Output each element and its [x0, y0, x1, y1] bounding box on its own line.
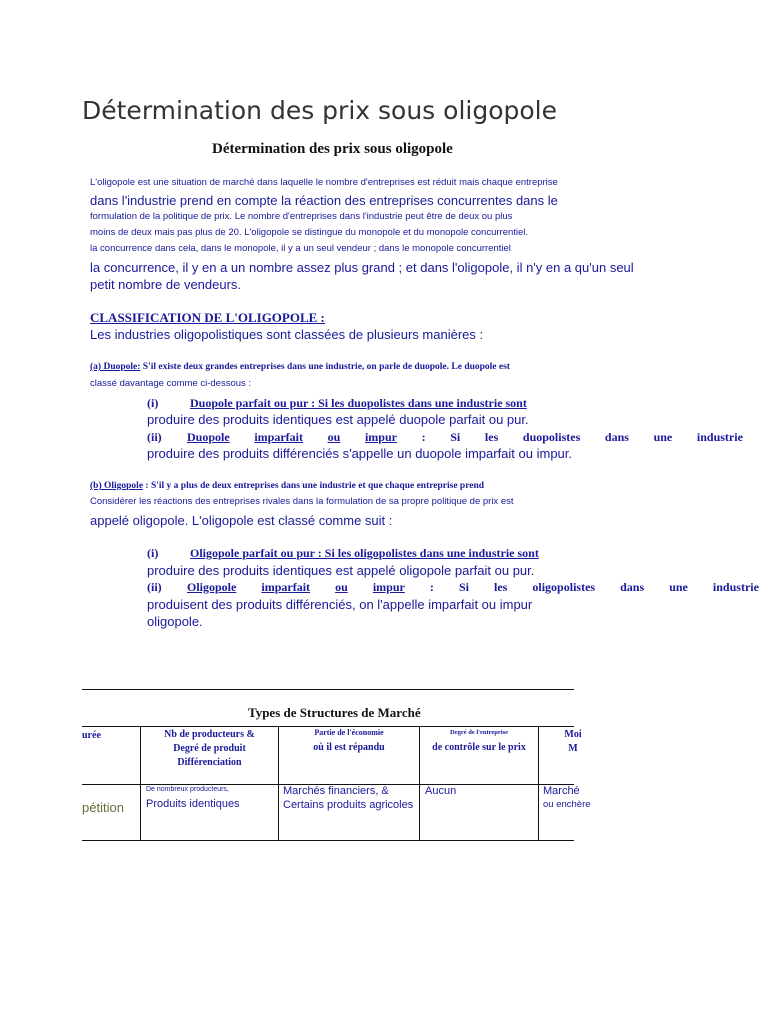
- word: :: [429, 580, 434, 594]
- table-title: Types de Structures de Marché: [248, 705, 421, 720]
- word: les: [484, 430, 499, 444]
- table-cell-col4-line1: Marché: [543, 785, 580, 797]
- duopole-i-continuation: produire des produits identiques est appelé duopole parfait ou pur.: [147, 412, 529, 427]
- word: impur: [364, 430, 397, 444]
- table-header-col1-line2: Degré de produit: [173, 743, 246, 754]
- oligopole-ii-continuation-1: produisent des produits différenciés, on l'appelle imparfait ou impur: [147, 597, 533, 612]
- oligopole-continuation-1: Considérer les réactions des entreprises rivales dans la formulation de sa propre politique de prix est: [90, 496, 514, 507]
- table-cell-col0: pétition: [82, 800, 124, 815]
- word: Duopole: [187, 430, 230, 444]
- oligopole-definition: [90, 480, 484, 491]
- duopole-ii-number: (ii): [147, 430, 162, 444]
- oligopole-continuation-2: appelé oligopole. L'oligopole est classé comme suit :: [90, 513, 393, 528]
- table-header-col3-line2: de contrôle sur le prix: [432, 742, 526, 753]
- table-cell-col1-line1: De nombreux producteurs,: [146, 786, 229, 793]
- oligopole-ii-continuation-2: oligopole.: [147, 614, 203, 629]
- word: oligopolistes: [532, 580, 596, 594]
- table-header-rule: [82, 726, 574, 727]
- table-header-col0: urée: [82, 730, 101, 741]
- oligopole-ii-number: (ii): [147, 580, 162, 594]
- word: les: [494, 580, 508, 594]
- oligopole-i-continuation: produire des produits identiques est appelé oligopole parfait ou pur.: [147, 563, 535, 578]
- intro-line-3: formulation de la politique de prix. Le nombre d'entreprises dans l'industrie peut être de deux ou plus: [90, 211, 513, 222]
- word: une: [653, 430, 673, 444]
- duopole-ii-continuation: produire des produits différenciés s'appelle un duopole imparfait ou impur.: [147, 446, 573, 461]
- word: industrie: [712, 580, 759, 594]
- intro-line-2: dans l'industrie prend en compte la réaction des entreprises concurrentes dans le: [90, 193, 558, 208]
- duopole-continuation: classé davantage comme ci-dessous :: [90, 378, 252, 389]
- word: ou: [335, 580, 348, 594]
- table-cell-col2-line2: Certains produits agricoles: [283, 799, 414, 811]
- oligopole-i-number: (i): [147, 546, 159, 560]
- oligopole-i-heading: Oligopole parfait ou pur : Si les oligopolistes dans une industrie sont: [190, 546, 539, 560]
- intro-line-6: la concurrence, il y en a un nombre assez plus grand ; et dans l'oligopole, il n'y en a qu'un seul: [90, 260, 634, 275]
- word: duopolistes: [522, 430, 581, 444]
- table-header-col1-line1: Nb de producteurs &: [164, 729, 255, 740]
- classification-heading: CLASSIFICATION DE L'OLIGOPOLE :: [90, 310, 325, 325]
- word: imparfait: [261, 580, 311, 594]
- word: Si: [450, 430, 461, 444]
- oligopole-text: : S'il y a plus de deux entreprises dans une industrie et que chaque entreprise prend: [143, 481, 485, 491]
- table-cell-col4-line2: ou enchère: [543, 799, 591, 810]
- table-cell-col1-line2: Produits identiques: [146, 798, 240, 810]
- word: Si: [458, 580, 469, 594]
- intro-line-5: la concurrence dans cela, dans le monopole, il y a un seul vendeur ; dans le monopole concurrentiel: [90, 243, 511, 254]
- table-header-col2-line1: Partie de l'économie: [314, 728, 384, 737]
- table-header-col4-line2: M: [568, 743, 578, 754]
- table-header-col3-line1: Degré de l'entreprise: [450, 729, 508, 736]
- word: Oligopole: [187, 580, 237, 594]
- table-top-rule: [82, 689, 574, 690]
- intro-line-1: L'oligopole est une situation de marché dans laquelle le nombre d'entreprises est réduit mais chaque entreprise: [90, 177, 558, 188]
- duopole-i-number: (i): [147, 396, 159, 410]
- word: impur: [372, 580, 405, 594]
- word: ou: [327, 430, 341, 444]
- table-header-col4-line1: Moi: [564, 729, 582, 740]
- word: industrie: [696, 430, 743, 444]
- classification-lead: Les industries oligopolistiques sont classées de plusieurs manières :: [90, 327, 484, 342]
- document-subtitle: Détermination des prix sous oligopole: [212, 141, 453, 157]
- table-header-col2-line2: où il est répandu: [313, 742, 385, 753]
- table-cell-col2-line1: Marchés financiers, &: [283, 785, 389, 797]
- page-title: Détermination des prix sous oligopole: [82, 96, 557, 125]
- table-bottom-rule: [82, 840, 574, 841]
- duopole-i-heading: Duopole parfait ou pur : Si les duopolistes dans une industrie sont: [190, 396, 527, 410]
- word: dans: [620, 580, 645, 594]
- word: :: [421, 430, 426, 444]
- word: imparfait: [254, 430, 303, 444]
- table-cell-col3: Aucun: [425, 785, 457, 797]
- table-header-col1-line3: Différenciation: [177, 757, 242, 768]
- duopole-label: (a) Duopole:: [90, 362, 141, 372]
- intro-line-4: moins de deux mais pas plus de 20. L'oligopole se distingue du monopole et du monopole concurrentiel.: [90, 227, 529, 238]
- duopole-ii-heading: [187, 430, 743, 445]
- duopole-text: S'il existe deux grandes entreprises dans une industrie, on parle de duopole. Le duopole est: [140, 362, 510, 372]
- word: dans: [604, 430, 629, 444]
- intro-line-7: petit nombre de vendeurs.: [90, 277, 242, 292]
- duopole-definition: [90, 361, 510, 372]
- oligopole-ii-heading: [187, 580, 759, 595]
- word: une: [669, 580, 688, 594]
- oligopole-label: (b) Oligopole: [90, 481, 144, 491]
